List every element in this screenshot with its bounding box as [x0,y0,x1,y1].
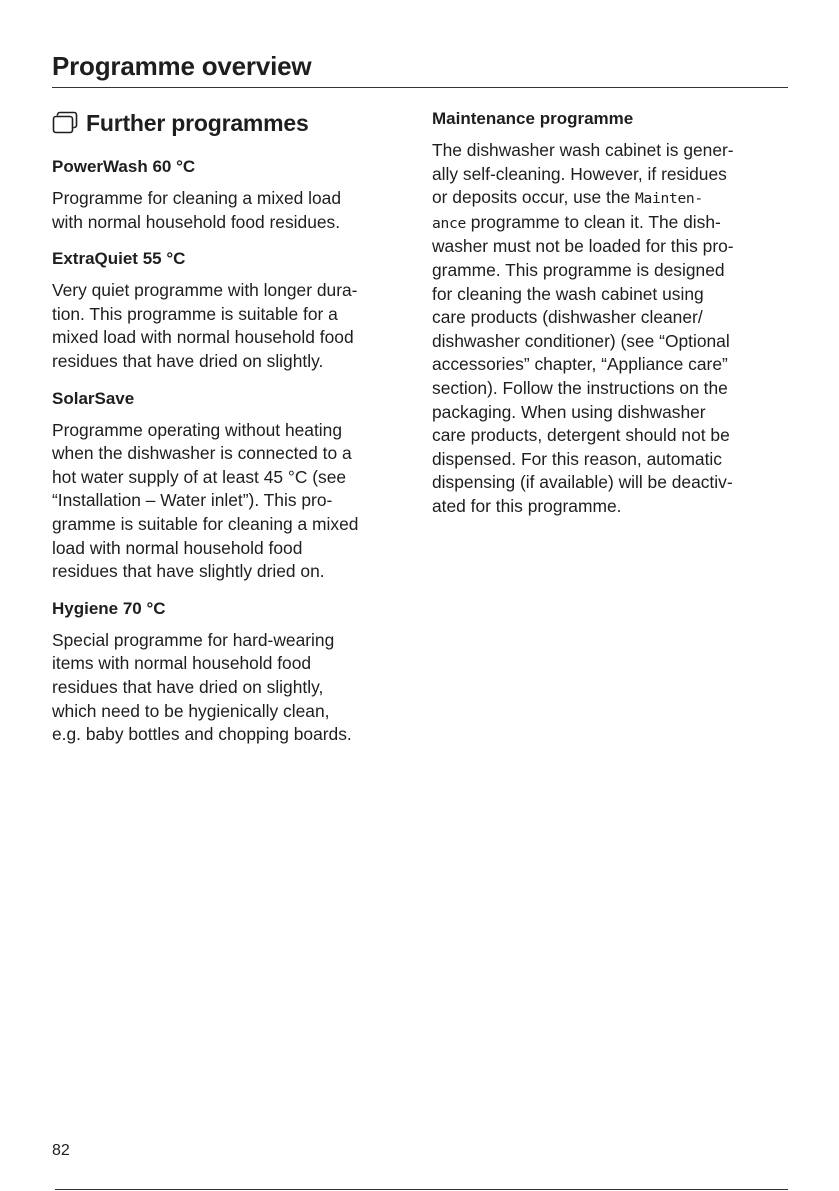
text-line: care products (dishwasher cleaner/ [432,307,703,328]
programme-title: SolarSave [52,388,135,408]
text-line: items with normal household food [52,653,312,674]
programme-description [52,419,412,584]
page-title: Programme overview [52,51,312,81]
programme-description [52,279,412,373]
programme-hygiene [52,598,412,747]
text-line: e.g. baby bottles and chopping boards. [52,724,352,745]
left-column [52,106,412,761]
programme-powerwash [52,156,412,234]
title-divider [52,87,788,88]
text-line: programme to clean it. The dish- [465,211,721,232]
programme-name-code: Mainten- [635,190,703,208]
window-icon [52,111,78,135]
text-line: Programme operating without heating [52,419,343,440]
text-line: dispensed. For this reason, automatic [432,448,722,469]
text-line: when the dishwasher is connected to a [52,443,352,464]
section-heading-text: Further programmes [86,109,309,136]
text-line: accessories” chapter, “Appliance care” [432,354,728,375]
programme-description [432,139,790,519]
text-line: residues that have dried on slightly, [52,676,324,697]
text-line: dispensing (if available) will be deactiv- [432,472,733,493]
programme-description [52,187,412,234]
programme-name-code: ance [432,214,466,232]
text-line: tion. This programme is suitable for a [52,303,338,324]
programme-solarsave [52,388,412,584]
text-line: ated for this programme. [432,495,622,516]
programme-extraquiet [52,248,412,373]
text-line: load with normal household food [52,537,303,558]
text-line: section). Follow the instructions on the [432,377,728,398]
programme-title: Hygiene 70 °C [52,598,166,618]
page-number: 82 [52,1142,70,1159]
programme-title: PowerWash 60 °C [52,157,196,176]
programme-maintenance [432,108,790,519]
footer-divider [55,1189,788,1190]
text-line: which need to be hygienically clean, [52,700,330,721]
text-line: “Installation – Water inlet”). This pro- [52,490,333,511]
text-line: ally self-cleaning. However, if residues [432,163,727,184]
programme-title: Maintenance programme [432,109,634,128]
text-line: for cleaning the wash cabinet using [432,283,704,304]
text-line: residues that have dried on slightly. [52,350,324,371]
text-line: Special programme for hard-wearing [52,629,335,650]
programme-description [52,629,412,747]
text-line: residues that have slightly dried on. [52,561,325,582]
text-line: hot water supply of at least 45 °C (see [52,466,347,487]
text-line: or deposits occur, use the [432,187,636,208]
text-line: Programme for cleaning a mixed load [52,188,342,208]
section-heading [52,106,412,140]
text-line: Very quiet programme with longer dura- [52,280,358,301]
programme-title: ExtraQuiet 55 °C [52,249,186,269]
text-line: packaging. When using dishwasher [432,401,706,422]
text-line: care products, detergent should not be [432,425,730,446]
text-line: gramme. This programme is designed [432,259,725,280]
text-line: with normal household food residues. [52,211,341,232]
text-line: washer must not be loaded for this pro- [432,236,734,257]
text-line: mixed load with normal household food [52,327,354,348]
text-line: The dishwasher wash cabinet is gener- [432,140,734,160]
text-line: gramme is suitable for cleaning a mixed [52,513,359,534]
right-column [432,108,790,533]
text-line: dishwasher conditioner) (see “Optional [432,330,730,351]
